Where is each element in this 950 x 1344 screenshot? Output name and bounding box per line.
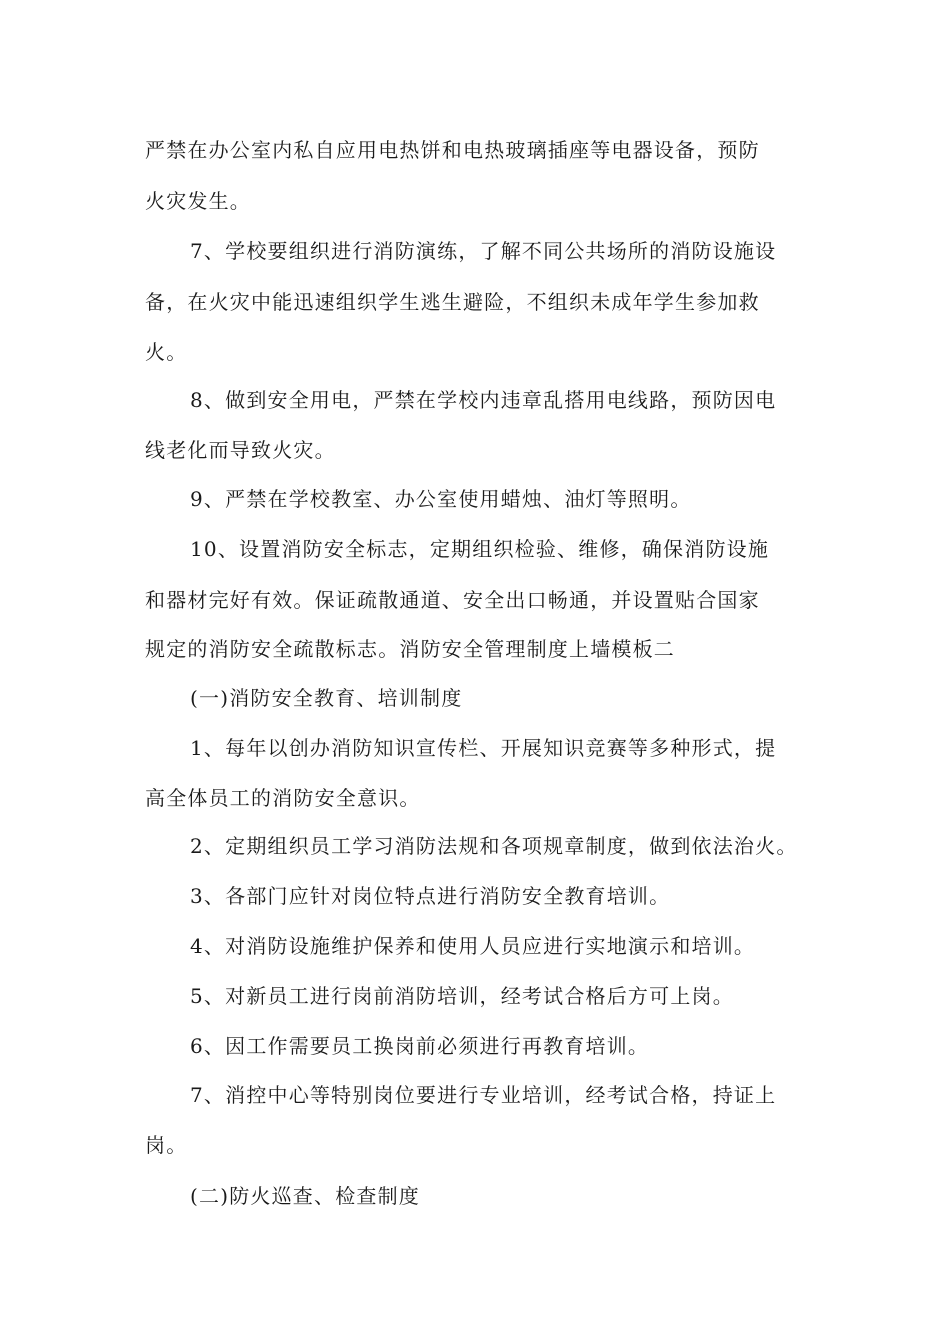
text-line: 5、对新员工进行岗前消防培训，经考试合格后方可上岗。 xyxy=(190,984,734,1008)
text-line: 4、对消防设施维护保养和使用人员应进行实地演示和培训。 xyxy=(190,934,756,958)
text-line: 2、定期组织员工学习消防法规和各项规章制度，做到依法治火。 xyxy=(190,834,798,858)
text-line: 严禁在办公室内私自应用电热饼和电热玻璃插座等电器设备，预防 xyxy=(145,138,760,162)
text-line: 6、因工作需要员工换岗前必须进行再教育培训。 xyxy=(190,1034,650,1058)
section-heading: (一)消防安全教育、培训制度 xyxy=(190,686,463,710)
text-line: 9、严禁在学校教室、办公室使用蜡烛、油灯等照明。 xyxy=(190,487,692,511)
text-line: 8、做到安全用电，严禁在学校内违章乱搭用电线路，预防因电 xyxy=(190,388,777,412)
text-line: 火。 xyxy=(145,340,188,364)
text-line: 岗。 xyxy=(145,1133,188,1157)
text-line: 3、各部门应针对岗位特点进行消防安全教育培训。 xyxy=(190,884,671,908)
text-line: 7、学校要组织进行消防演练，了解不同公共场所的消防设施设 xyxy=(190,239,777,263)
text-line: 7、消控中心等特别岗位要进行专业培训，经考试合格，持证上 xyxy=(190,1083,777,1107)
text-line: 和器材完好有效。保证疏散通道、安全出口畅通，并设置贴合国家 xyxy=(145,588,760,612)
text-line: 1、每年以创办消防知识宣传栏、开展知识竞赛等多种形式，提 xyxy=(190,736,777,760)
text-line: 10、设置消防安全标志，定期组织检验、维修，确保消防设施 xyxy=(190,537,770,561)
text-line: 火灾发生。 xyxy=(145,189,251,213)
section-heading: (二)防火巡查、检查制度 xyxy=(190,1184,421,1208)
text-line: 线老化而导致火灾。 xyxy=(145,438,336,462)
text-line: 高全体员工的消防安全意识。 xyxy=(145,786,421,810)
text-line: 规定的消防安全疏散标志。消防安全管理制度上墙模板二 xyxy=(145,637,675,661)
text-line: 备，在火灾中能迅速组织学生逃生避险，不组织未成年学生参加救 xyxy=(145,290,760,314)
